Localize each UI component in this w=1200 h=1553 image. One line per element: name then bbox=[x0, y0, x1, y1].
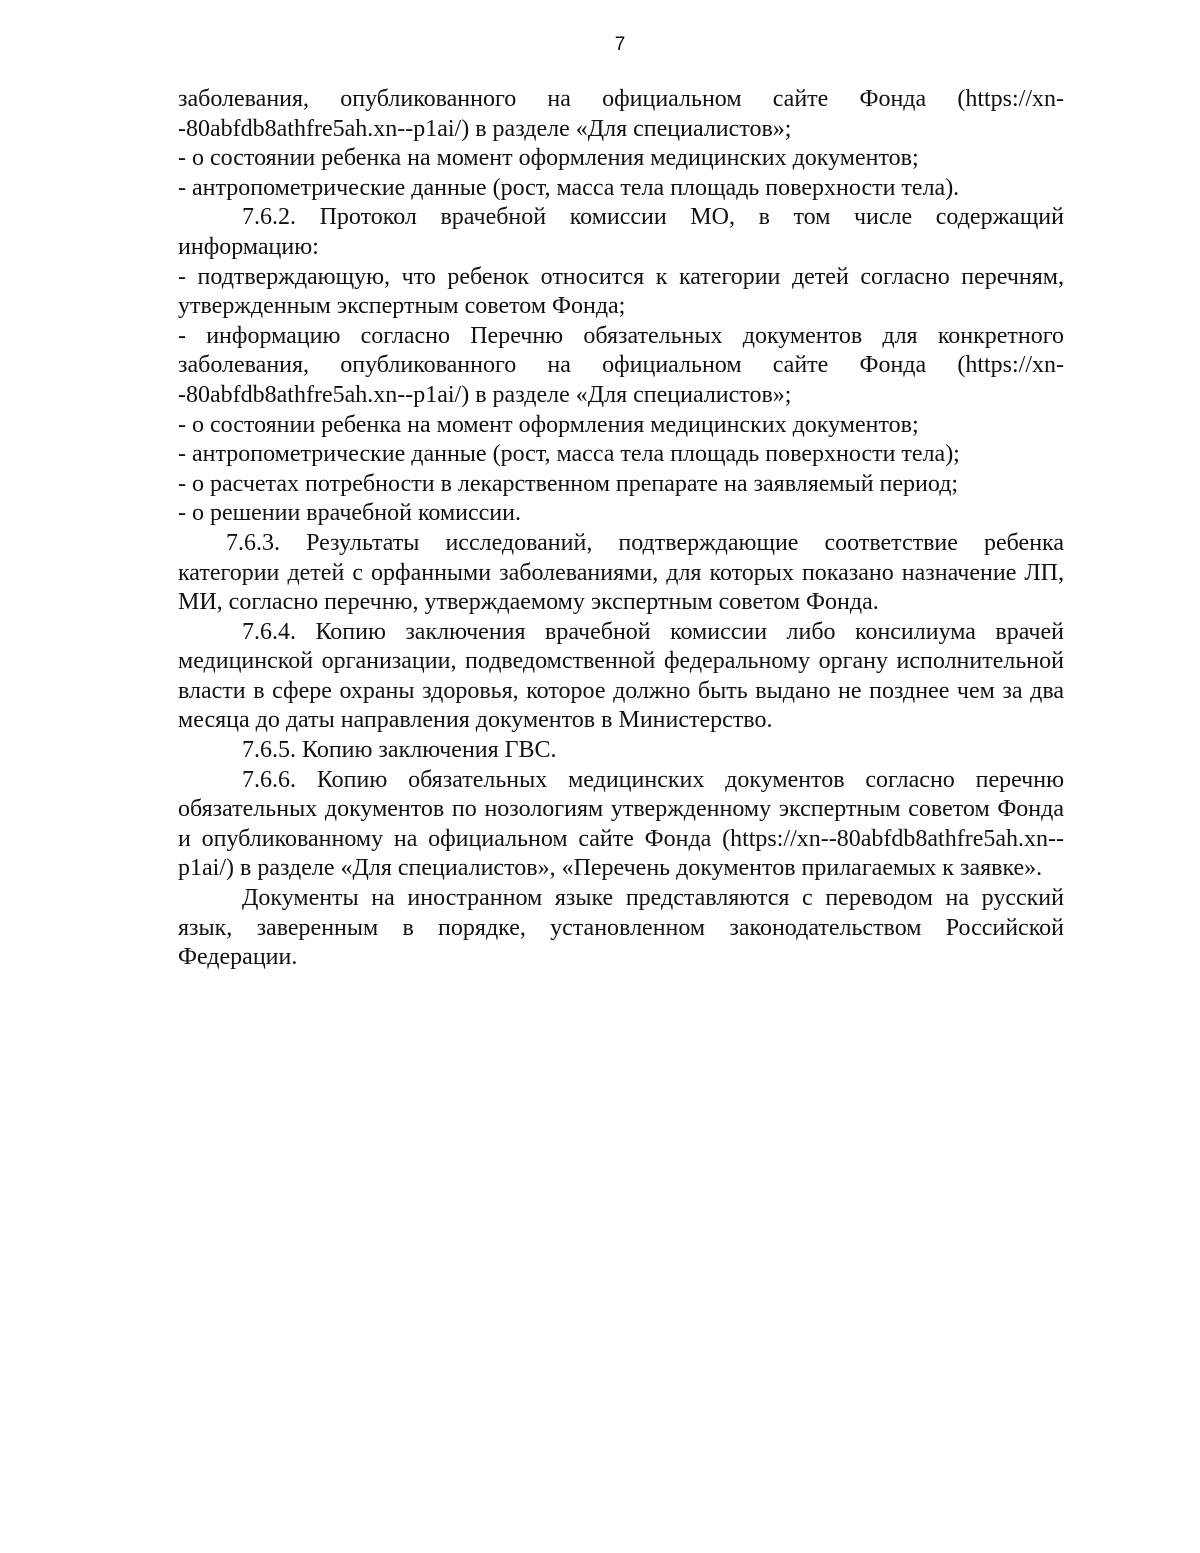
page-number: 7 bbox=[614, 34, 626, 55]
clause-7-6-5: 7.6.5. Копию заключения ГВС. bbox=[242, 737, 557, 764]
list-item-decision: - о решении врачебной комиссии. bbox=[178, 500, 521, 527]
list-item-confirming: - подтверждающую, что ребенок относится к категории детей согласно перечням, утвержденным экспертным советом Фонда; bbox=[178, 263, 1064, 320]
clause-7-6-2: 7.6.2. Протокол врачебной комиссии МО, в том числе содержащий информацию: bbox=[178, 204, 1064, 260]
list-item-child-state-2: - о состоянии ребенка на момент оформления медицинских документов; bbox=[178, 411, 919, 438]
document-body bbox=[178, 85, 1064, 973]
clause-7-6-4: 7.6.4. Копию заключения врачебной комиссии либо консилиума врачей медицинской организации, подведомственной федеральному органу исполнительной власти в сфере охраны здоровья, которое должно быть выдано не позднее чем за два месяца до даты направления документов в Министерство. bbox=[178, 618, 1064, 734]
list-item-anthropometric-2: - антропометрические данные (рост, масса тела площадь поверхности тела); bbox=[178, 441, 960, 468]
clause-7-6-6: 7.6.6. Копию обязательных медицинских документов согласно перечню обязательных документов по нозологиям утвержденному экспертным советом Фонда и опубликованному на официальном сайте Фонда (https://xn--80abfdb8athfre5ah.xn--p1ai/) в разделе «Для специалистов», «Перечень документов прилагаемых к заявке». bbox=[178, 766, 1064, 882]
paragraph-foreign-documents: Документы на иностранном языке представляются с переводом на русский язык, заверенным в порядке, установленном законодательством Российской Федерации. bbox=[178, 885, 1064, 971]
list-item-calculations: - о расчетах потребности в лекарственном препарате на заявляемый период; bbox=[178, 470, 959, 497]
paragraph-continuation: заболевания, опубликованного на официальном сайте Фонда (https://xn--80abfdb8athfre5ah.xn--p1ai/) в разделе «Для специалистов»; bbox=[178, 86, 1064, 142]
list-item-information: - информацию согласно Перечню обязательных документов для конкретного заболевания, опубликованного на официальном сайте Фонда (https://xn--80abfdb8athfre5ah.xn--p1ai/) в разделе «Для специалистов»; bbox=[178, 322, 1064, 408]
list-item-anthropometric: - антропометрические данные (рост, масса тела площадь поверхности тела). bbox=[178, 174, 960, 201]
clause-7-6-3: 7.6.3. Результаты исследований, подтверждающие соответствие ребенка категории детей с орфанными заболеваниями, для которых показано назначение ЛП, МИ, согласно перечню, утверждаемому экспертным советом Фонда. bbox=[178, 529, 1064, 616]
list-item-child-state: - о состоянии ребенка на момент оформления медицинских документов; bbox=[178, 145, 919, 172]
